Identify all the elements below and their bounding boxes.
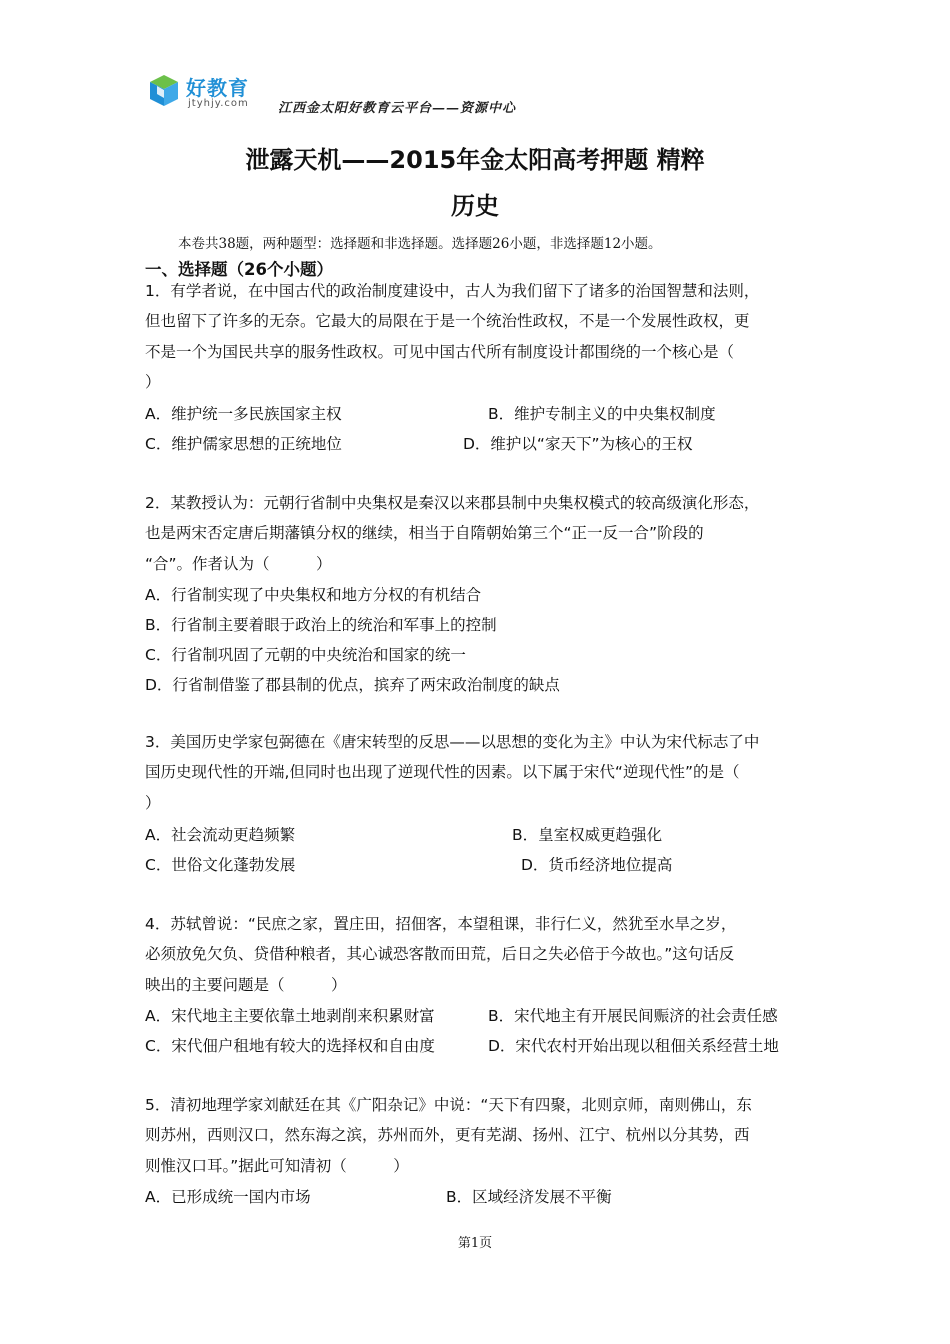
option-c: C．维护儒家思想的正统地位	[145, 435, 342, 453]
question-line: 也是两宋否定唐后期藩镇分权的继续，相当于自隋朝始第三个“正一反一合”阶段的	[145, 524, 704, 543]
question-2	[145, 488, 815, 579]
question-1	[145, 276, 815, 397]
page-title: 泄露天机——2015年金太阳高考押题 精粹	[245, 146, 705, 174]
question-line: 但也留下了许多的无奈。它最大的局限在于是一个统治性政权，不是一个发展性政权，更	[145, 312, 750, 331]
header-slogan: 江西金太阳好教育云平台——资源中心	[278, 101, 517, 116]
question-line: 不是一个为国民共享的服务性政权。可见中国古代所有制度设计都围绕的一个核心是（	[145, 342, 735, 361]
logo-domain: jtyhjy.com	[188, 98, 249, 109]
option-b: B．宋代地主有开展民间赈济的社会责任感	[488, 1007, 778, 1025]
question-line: 4．苏轼曾说：“民庶之家，置庄田，招佃客，本望租课，非行仁义，然犹至水旱之岁，	[145, 915, 737, 933]
exam-note: 本卷共38题，两种题型：选择题和非选择题。选择题26小题，非选择题12小题。	[178, 236, 662, 252]
subject-title: 历史	[451, 192, 499, 220]
question-line: 3．美国历史学家包弼德在《唐宋转型的反思——以思想的变化为主》中认为宋代标志了中	[145, 733, 760, 751]
option-a: A．维护统一多民族国家主权	[145, 405, 342, 423]
option-b: B．维护专制主义的中央集权制度	[488, 405, 716, 423]
question-line: ）	[145, 372, 161, 391]
question-line: 国历史现代性的开端,但同时也出现了逆现代性的因素。以下属于宋代“逆现代性”的是（	[145, 763, 740, 782]
option-c: C．世俗文化蓬勃发展	[145, 856, 296, 874]
option-b: B．皇室权威更趋强化	[512, 826, 663, 844]
page-number: 第1页	[457, 1236, 493, 1251]
question-line: 1．有学者说，在中国古代的政治制度建设中，古人为我们留下了诸多的治国智慧和法则，	[145, 282, 760, 300]
option-a: A．行省制实现了中央集权和地方分权的有机结合	[145, 586, 482, 604]
option-b: B．行省制主要着眼于政治上的统治和军事上的控制	[145, 616, 497, 634]
question-line: 必须放免欠负、贷借种粮者，其心诚恐客散而田荒，后日之失必倍于今故也。”这句话反	[145, 945, 735, 964]
option-d: D．行省制借鉴了郡县制的优点，摈弃了两宋政治制度的缺点	[145, 676, 560, 694]
option-d: D．宋代农村开始出现以租佃关系经营土地	[488, 1037, 779, 1055]
question-3	[145, 727, 815, 818]
option-b: B．区域经济发展不平衡	[446, 1188, 612, 1206]
question-line: ）	[145, 793, 161, 812]
option-a: A．社会流动更趋频繁	[145, 826, 296, 844]
option-d: D．维护以“家天下”为核心的王权	[463, 435, 693, 453]
question-line: 则苏州，西则汉口，然东海之滨，苏州而外，更有芜湖、扬州、江宁、杭州以分其势，西	[145, 1126, 750, 1145]
logo-name: 好教育	[186, 76, 249, 100]
question-line: 则惟汉口耳。”据此可知清初（ ）	[145, 1156, 409, 1175]
logo	[146, 72, 271, 112]
question-line: 2．某教授认为：元朝行省制中央集权是秦汉以来郡县制中央集权模式的较高级演化形态，	[145, 494, 760, 512]
option-d: D．货币经济地位提高	[521, 856, 673, 874]
question-line: 5．清初地理学家刘献廷在其《广阳杂记》中说：“天下有四聚，北则京师，南则佛山，东	[145, 1096, 752, 1114]
question-4	[145, 909, 815, 1000]
option-c: C．行省制巩固了元朝的中央统治和国家的统一	[145, 646, 466, 664]
question-5	[145, 1090, 815, 1181]
option-a: A．宋代地主主要依靠土地剥削来积累财富	[145, 1007, 435, 1025]
option-a: A．已形成统一国内市场	[145, 1188, 311, 1206]
question-line: “合”。作者认为（ ）	[145, 554, 332, 573]
question-line: 映出的主要问题是（ ）	[145, 975, 347, 994]
option-c: C．宋代佃户租地有较大的选择权和自由度	[145, 1037, 435, 1055]
section-heading: 一、选择题（26个小题）	[145, 260, 333, 279]
